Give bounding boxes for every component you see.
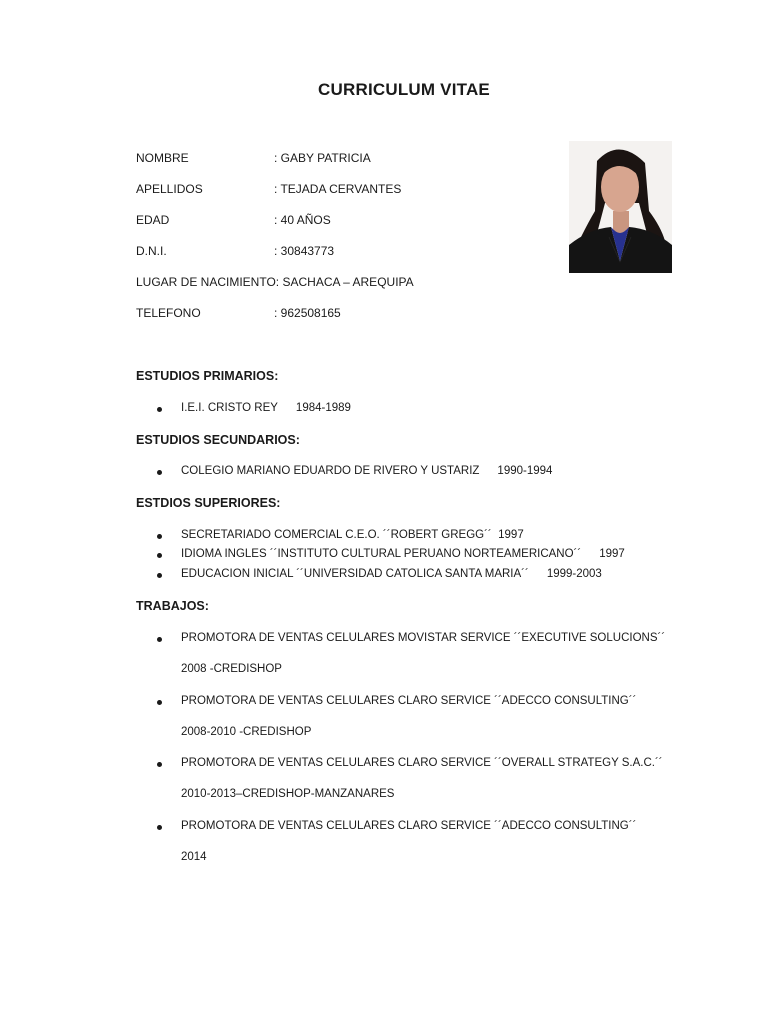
bullet-icon [157, 700, 162, 705]
info-label: D.N.I. [136, 244, 167, 258]
item-years: 1990-1994 [497, 465, 553, 477]
item-name: COLEGIO MARIANO EDUARDO DE RIVERO Y USTARIZ [181, 465, 480, 477]
job-period: 2008-2010 -CREDISHOP [181, 726, 312, 738]
document-title: CURRICULUM VITAE [318, 80, 490, 99]
info-label: LUGAR DE NACIMIENTO: [136, 275, 280, 289]
job-period: 2008 -CREDISHOP [181, 663, 282, 675]
info-label: EDAD [136, 213, 170, 227]
heading-jobs: TRABAJOS: [136, 599, 209, 613]
item-years: 1984-1989 [295, 402, 351, 414]
info-value: : TEJADA CERVANTES [274, 182, 402, 196]
bullet-icon [157, 534, 162, 539]
heading-secondary-studies: ESTUDIOS SECUNDARIOS: [136, 433, 300, 447]
info-value: : 962508165 [274, 306, 341, 320]
item-name: EDUCACION INICIAL ´´UNIVERSIDAD CATOLICA SANTA MARIA´´ [181, 568, 529, 580]
bullet-icon [157, 573, 162, 578]
job-title: PROMOTORA DE VENTAS CELULARES CLARO SERVICE ´´ADECCO CONSULTING´´ [181, 820, 637, 832]
profile-photo [569, 141, 672, 273]
item-years: 1999-2003 [546, 568, 602, 580]
bullet-icon [157, 637, 162, 642]
bullet-icon [157, 553, 162, 558]
job-title: PROMOTORA DE VENTAS CELULARES MOVISTAR SERVICE ´´EXECUTIVE SOLUCIONS´´ [181, 632, 666, 644]
item-years: 1997 [599, 548, 625, 560]
bullet-icon [157, 762, 162, 767]
item-name: SECRETARIADO COMERCIAL C.E.O. ´´ROBERT GREGG´´ [181, 529, 492, 541]
heading-higher-studies: ESTDIOS SUPERIORES: [136, 496, 281, 510]
bullet-icon [157, 470, 162, 475]
info-row-lugar-nacimiento [136, 275, 414, 289]
item-name: IDIOMA INGLES ´´INSTITUTO CULTURAL PERUANO NORTEAMERICANO´´ [181, 548, 582, 560]
info-row-dni [136, 244, 334, 258]
bullet-icon [157, 407, 162, 412]
portrait-illustration [569, 141, 672, 273]
info-row-nombre [136, 151, 371, 165]
info-label: TELEFONO [136, 306, 201, 320]
job-title: PROMOTORA DE VENTAS CELULARES CLARO SERVICE ´´OVERALL STRATEGY S.A.C.´´ [181, 757, 663, 769]
info-value: SACHACA – AREQUIPA [282, 275, 414, 289]
info-row-apellidos [136, 182, 401, 196]
info-row-edad [136, 213, 331, 227]
heading-primary-studies: ESTUDIOS PRIMARIOS: [136, 369, 279, 383]
job-period: 2010-2013–CREDISHOP-MANZANARES [181, 788, 395, 800]
bullet-icon [157, 825, 162, 830]
item-years: 1997 [498, 529, 524, 541]
info-value: : GABY PATRICIA [274, 151, 371, 165]
info-row-telefono [136, 306, 341, 320]
job-period: 2014 [181, 851, 207, 863]
item-name: I.E.I. CRISTO REY [181, 402, 278, 414]
info-value: : 30843773 [274, 244, 335, 258]
info-label: APELLIDOS [136, 182, 203, 196]
info-label: NOMBRE [136, 151, 189, 165]
info-value: : 40 AÑOS [274, 213, 331, 227]
job-title: PROMOTORA DE VENTAS CELULARES CLARO SERVICE ´´ADECCO CONSULTING´´ [181, 695, 637, 707]
